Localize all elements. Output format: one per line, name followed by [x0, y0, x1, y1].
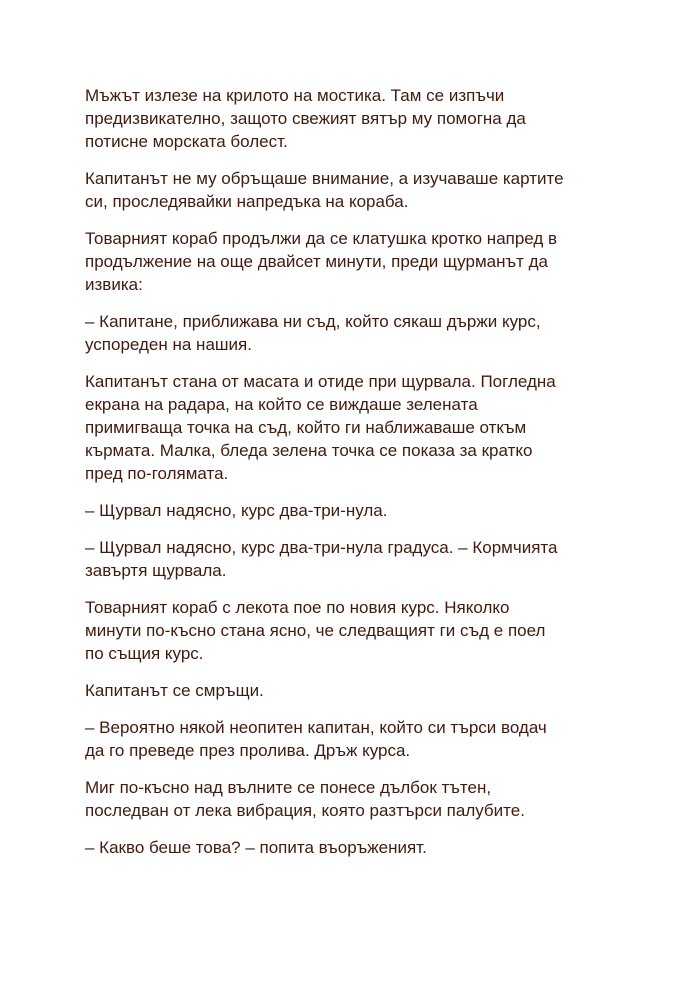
- paragraph-5: Капитанът стана от масата и отиде при щурвала. Погледна екрана на радара, на който се виждаше зелената примигваща точка на съд, който ги наближаваше откъм кърмата. Малка, бледа зелена точка се показа за кратко пред по-голямата.: [85, 372, 556, 483]
- paragraph-6: – Щурвал надясно, курс два-три-нула.: [85, 501, 388, 520]
- paragraph-12: – Какво беше това? – попита въоръженият.: [85, 838, 427, 857]
- paragraph-2: Капитанът не му обръщаше внимание, а изучаваше картите си, проследявайки напредъка на кораба.: [85, 169, 564, 211]
- paragraph-1: Мъжът излезе на крилото на мостика. Там се изпъчи предизвикателно, защото свежият вятър му помогна да потисне морската болест.: [85, 86, 526, 151]
- paragraph-11: Миг по-късно над вълните се понесе дълбок тътен, последван от лека вибрация, която разтърси палубите.: [85, 778, 525, 820]
- paragraph-4: – Капитане, приближава ни съд, който сякаш държи курс, успореден на нашия.: [85, 312, 541, 354]
- paragraph-3: Товарният кораб продължи да се клатушка кротко напред в продължение на още двайсет минути, преди щурманът да извика:: [85, 229, 558, 294]
- paragraph-10: – Вероятно някой неопитен капитан, който си търси водач да го преведе през пролива. Дръж курса.: [85, 718, 547, 760]
- paragraph-7: – Щурвал надясно, курс два-три-нула градуса. – Кормчията завъртя щурвала.: [85, 538, 558, 580]
- paragraph-9: Капитанът се смръщи.: [85, 681, 264, 700]
- page-text-body: [85, 84, 630, 873]
- paragraph-8: Товарният кораб с лекота пое по новия курс. Няколко минути по-късно стана ясно, че следващият ги съд е поел по същия курс.: [85, 598, 546, 663]
